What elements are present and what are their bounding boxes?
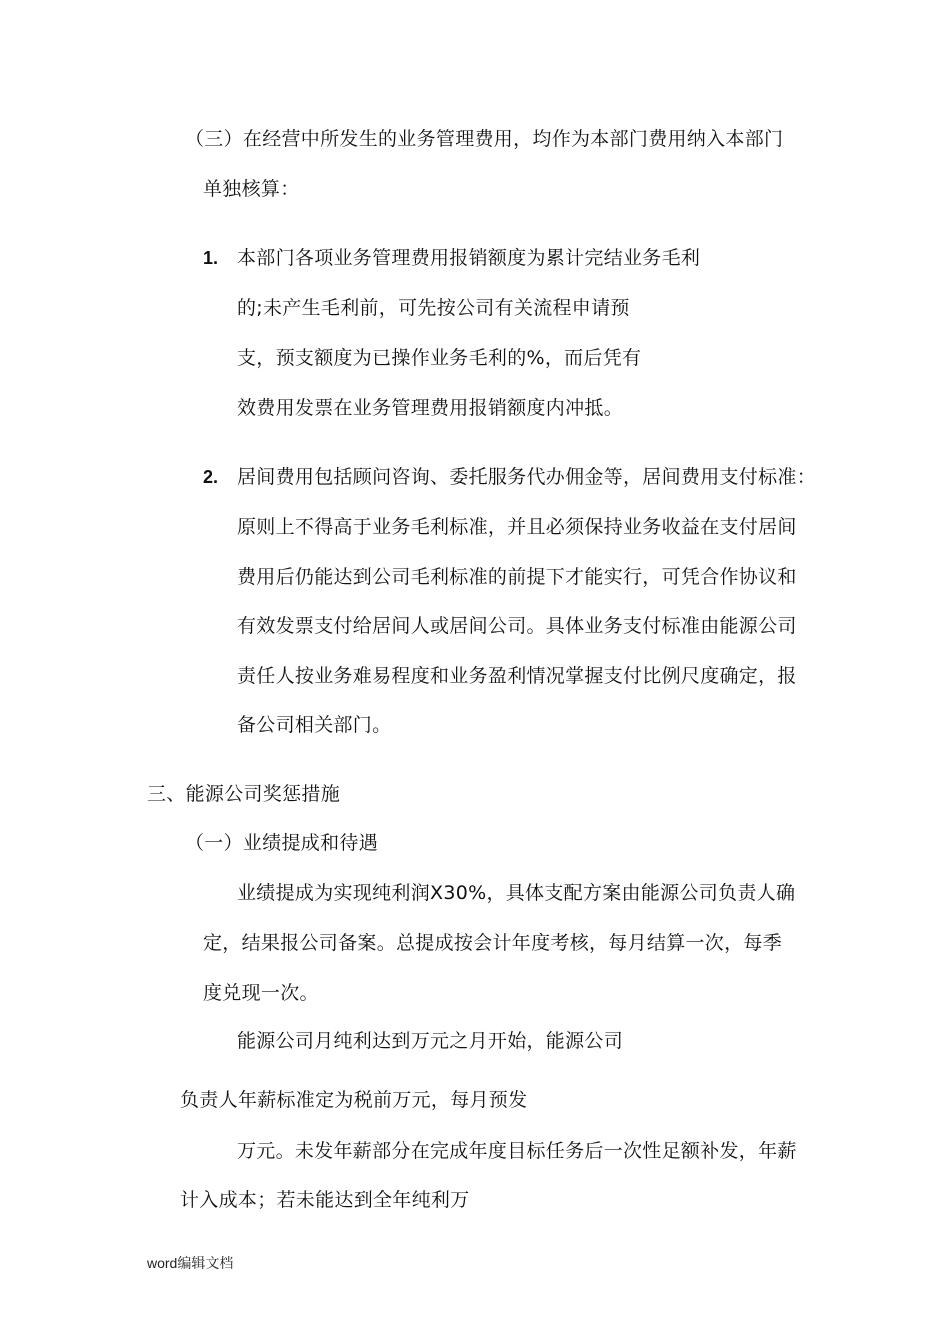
paragraph-line: 业绩提成为实现纯利润X30%，具体支配方案由能源公司负责人确 <box>237 882 796 904</box>
list-item-line: 的;未产生毛利前，可先按公司有关流程申请预 <box>237 297 630 319</box>
paragraph-line: 定，结果报公司备案。总提成按会计年度考核，每月结算一次，每季 <box>203 932 783 954</box>
section-heading: （三）在经营中所发生的业务管理费用，均作为本部门费用纳入本部门 <box>185 128 784 150</box>
list-item-number: 1. <box>203 248 219 268</box>
section-heading-continuation: 单独核算： <box>203 178 300 200</box>
list-item-line: 有效发票支付给居间人或居间公司。具体业务支付标准由能源公司 <box>237 615 797 637</box>
chapter-heading: 三、能源公司奖惩措施 <box>147 783 341 805</box>
footer-label: word编辑文档 <box>147 1255 234 1271</box>
list-item-line: 费用后仍能达到公司毛利标准的前提下才能实行，可凭合作协议和 <box>237 566 797 588</box>
paragraph-line: 度兑现一次。 <box>203 982 319 1004</box>
paragraph-line: 能源公司月纯利达到万元之月开始，能源公司 <box>237 1030 624 1052</box>
subsection-heading: （一）业绩提成和待遇 <box>185 832 379 854</box>
list-item-line: 责任人按业务难易程度和业务盈利情况掌握支付比例尺度确定，报 <box>237 665 797 687</box>
paragraph-line: 负责人年薪标准定为税前万元，每月预发 <box>180 1089 528 1111</box>
list-item-line: 效费用发票在业务管理费用报销额度内冲抵。 <box>237 397 624 419</box>
list-item-line: 本部门各项业务管理费用报销额度为累计完结业务毛利 <box>237 247 701 269</box>
list-item-line: 备公司相关部门。 <box>237 714 392 736</box>
paragraph-line: 计入成本；若未能达到全年纯利万 <box>180 1189 470 1211</box>
list-item-line: 原则上不得高于业务毛利标准，并且必须保持业务收益在支付居间 <box>237 516 797 538</box>
paragraph-line: 万元。未发年薪部分在完成年度目标任务后一次性足额补发，年薪 <box>237 1140 797 1162</box>
list-item-number: 2. <box>203 467 219 487</box>
list-item-line: 居间费用包括顾问咨询、委托服务代办佣金等，居间费用支付标准： <box>237 466 817 488</box>
list-item-line: 支，预支额度为已操作业务毛利的%，而后凭有 <box>237 347 642 369</box>
